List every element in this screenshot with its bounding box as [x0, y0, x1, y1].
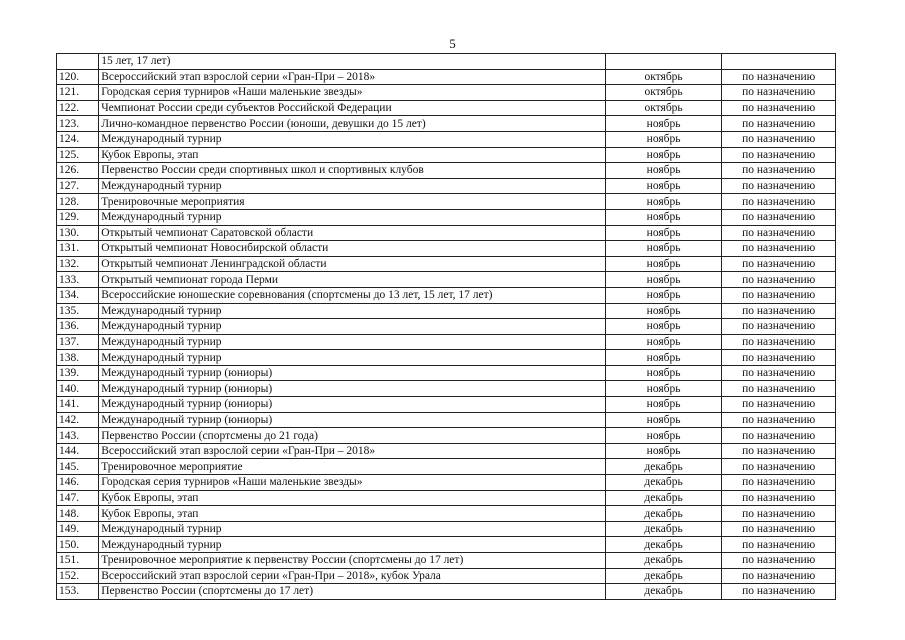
table-row: [57, 475, 836, 491]
row-number-cell: 132.: [57, 256, 99, 272]
row-number-cell: 136.: [57, 319, 99, 335]
event-month-cell: [605, 54, 722, 70]
event-note-cell: [722, 54, 836, 70]
event-note-cell: по назначению: [722, 85, 836, 101]
events-table-body: [57, 54, 836, 600]
table-row: [57, 241, 836, 257]
event-month-cell: декабрь: [605, 506, 722, 522]
row-number-cell: 124.: [57, 131, 99, 147]
event-month-cell: ноябрь: [605, 412, 722, 428]
row-number-cell: 148.: [57, 506, 99, 522]
table-row: [57, 350, 836, 366]
event-note-cell: по назначению: [722, 225, 836, 241]
event-month-cell: ноябрь: [605, 397, 722, 413]
row-number-cell: 145.: [57, 459, 99, 475]
row-number-cell: 135.: [57, 303, 99, 319]
row-number-cell: 140.: [57, 381, 99, 397]
event-name-cell: Первенство России (спортсмены до 17 лет): [99, 584, 606, 600]
event-month-cell: октябрь: [605, 69, 722, 85]
table-row: [57, 428, 836, 444]
event-note-cell: по назначению: [722, 381, 836, 397]
event-note-cell: по назначению: [722, 256, 836, 272]
table-row-continuation: [57, 54, 836, 70]
table-row: [57, 459, 836, 475]
event-month-cell: декабрь: [605, 490, 722, 506]
table-row: [57, 365, 836, 381]
event-month-cell: ноябрь: [605, 209, 722, 225]
row-number-cell: 126.: [57, 163, 99, 179]
event-note-cell: по назначению: [722, 303, 836, 319]
table-row: [57, 163, 836, 179]
event-month-cell: декабрь: [605, 459, 722, 475]
event-note-cell: по назначению: [722, 412, 836, 428]
row-number-cell: 121.: [57, 85, 99, 101]
event-month-cell: ноябрь: [605, 428, 722, 444]
event-note-cell: по назначению: [722, 553, 836, 569]
row-number-cell: 138.: [57, 350, 99, 366]
event-name-cell: Всероссийский этап взрослой серии «Гран-При – 2018»: [99, 69, 606, 85]
event-name-cell: Открытый чемпионат Ленинградской области: [99, 256, 606, 272]
event-note-cell: по назначению: [722, 568, 836, 584]
event-month-cell: декабрь: [605, 521, 722, 537]
event-month-cell: ноябрь: [605, 256, 722, 272]
event-name-cell: Международный турнир: [99, 209, 606, 225]
table-row: [57, 303, 836, 319]
table-row: [57, 287, 836, 303]
event-note-cell: по назначению: [722, 537, 836, 553]
event-month-cell: декабрь: [605, 537, 722, 553]
table-row: [57, 412, 836, 428]
table-row: [57, 194, 836, 210]
event-month-cell: ноябрь: [605, 272, 722, 288]
row-number-cell: 131.: [57, 241, 99, 257]
row-number-cell: 125.: [57, 147, 99, 163]
event-name-cell: Международный турнир (юниоры): [99, 365, 606, 381]
event-name-cell: Международный турнир: [99, 319, 606, 335]
page-number: 5: [449, 36, 456, 51]
table-row: [57, 131, 836, 147]
event-name-cell: Кубок Европы, этап: [99, 490, 606, 506]
event-note-cell: по назначению: [722, 334, 836, 350]
row-number-cell: 133.: [57, 272, 99, 288]
event-name-cell: Международный турнир: [99, 334, 606, 350]
table-row: [57, 116, 836, 132]
row-number-cell: 151.: [57, 553, 99, 569]
row-number-cell: 130.: [57, 225, 99, 241]
event-name-cell: Международный турнир (юниоры): [99, 412, 606, 428]
event-name-cell: Международный турнир: [99, 303, 606, 319]
event-month-cell: декабрь: [605, 568, 722, 584]
event-name-cell: Всероссийский этап взрослой серии «Гран-При – 2018», кубок Урала: [99, 568, 606, 584]
event-note-cell: по назначению: [722, 350, 836, 366]
row-number-cell: 152.: [57, 568, 99, 584]
event-note-cell: по назначению: [722, 365, 836, 381]
row-number-cell: 149.: [57, 521, 99, 537]
event-note-cell: по назначению: [722, 319, 836, 335]
event-note-cell: по назначению: [722, 397, 836, 413]
table-row: [57, 490, 836, 506]
row-number-cell: 137.: [57, 334, 99, 350]
event-note-cell: по назначению: [722, 209, 836, 225]
row-number-cell: 142.: [57, 412, 99, 428]
event-note-cell: по назначению: [722, 241, 836, 257]
event-note-cell: по назначению: [722, 521, 836, 537]
event-name-cell: Тренировочное мероприятие к первенству России (спортсмены до 17 лет): [99, 553, 606, 569]
event-name-cell: Кубок Европы, этап: [99, 147, 606, 163]
table-row: [57, 225, 836, 241]
event-name-cell: Открытый чемпионат города Перми: [99, 272, 606, 288]
event-name-cell: Лично-командное первенство России (юноши, девушки до 15 лет): [99, 116, 606, 132]
event-month-cell: ноябрь: [605, 443, 722, 459]
row-number-cell: 120.: [57, 69, 99, 85]
events-table: [56, 53, 836, 600]
event-note-cell: по назначению: [722, 69, 836, 85]
row-number-cell: 146.: [57, 475, 99, 491]
event-note-cell: по назначению: [722, 100, 836, 116]
table-row: [57, 334, 836, 350]
row-number-cell: [57, 54, 99, 70]
row-number-cell: 150.: [57, 537, 99, 553]
row-number-cell: 123.: [57, 116, 99, 132]
event-name-cell: Тренировочное мероприятие: [99, 459, 606, 475]
event-note-cell: по назначению: [722, 506, 836, 522]
event-month-cell: ноябрь: [605, 241, 722, 257]
event-note-cell: по назначению: [722, 147, 836, 163]
event-name-cell: Международный турнир: [99, 521, 606, 537]
event-name-cell: Всероссийские юношеские соревнования (спортсмены до 13 лет, 15 лет, 17 лет): [99, 287, 606, 303]
event-name-cell: Международный турнир: [99, 178, 606, 194]
event-note-cell: по назначению: [722, 178, 836, 194]
table-row: [57, 584, 836, 600]
event-name-cell: Международный турнир (юниоры): [99, 397, 606, 413]
event-name-cell: Всероссийский этап взрослой серии «Гран-При – 2018»: [99, 443, 606, 459]
event-note-cell: по назначению: [722, 459, 836, 475]
row-number-cell: 143.: [57, 428, 99, 444]
event-name-cell: Международный турнир: [99, 537, 606, 553]
event-name-cell: Кубок Европы, этап: [99, 506, 606, 522]
event-month-cell: ноябрь: [605, 350, 722, 366]
event-month-cell: ноябрь: [605, 131, 722, 147]
table-row: [57, 209, 836, 225]
event-month-cell: октябрь: [605, 85, 722, 101]
row-number-cell: 127.: [57, 178, 99, 194]
event-name-cell: Тренировочные мероприятия: [99, 194, 606, 210]
event-month-cell: ноябрь: [605, 381, 722, 397]
event-note-cell: по назначению: [722, 163, 836, 179]
event-month-cell: ноябрь: [605, 194, 722, 210]
row-number-cell: 147.: [57, 490, 99, 506]
event-name-cell: Городская серия турниров «Наши маленькие звезды»: [99, 475, 606, 491]
table-row: [57, 85, 836, 101]
event-name-cell: Городская серия турниров «Наши маленькие звезды»: [99, 85, 606, 101]
event-month-cell: ноябрь: [605, 147, 722, 163]
table-row: [57, 319, 836, 335]
event-month-cell: декабрь: [605, 584, 722, 600]
event-month-cell: ноябрь: [605, 225, 722, 241]
event-month-cell: декабрь: [605, 475, 722, 491]
row-number-cell: 122.: [57, 100, 99, 116]
event-name-cell: Первенство России (спортсмены до 21 года): [99, 428, 606, 444]
event-name-cell: Международный турнир (юниоры): [99, 381, 606, 397]
event-note-cell: по назначению: [722, 443, 836, 459]
event-note-cell: по назначению: [722, 428, 836, 444]
event-name-cell: Первенство России среди спортивных школ и спортивных клубов: [99, 163, 606, 179]
event-note-cell: по назначению: [722, 287, 836, 303]
event-name-cell: Открытый чемпионат Новосибирской области: [99, 241, 606, 257]
event-month-cell: ноябрь: [605, 163, 722, 179]
event-month-cell: ноябрь: [605, 178, 722, 194]
table-row: [57, 553, 836, 569]
table-row: [57, 256, 836, 272]
table-row: [57, 178, 836, 194]
row-number-cell: 128.: [57, 194, 99, 210]
event-name-cell: Чемпионат России среди субъектов Российской Федерации: [99, 100, 606, 116]
row-number-cell: 134.: [57, 287, 99, 303]
table-row: [57, 568, 836, 584]
table-row: [57, 100, 836, 116]
event-note-cell: по назначению: [722, 490, 836, 506]
row-number-cell: 141.: [57, 397, 99, 413]
row-number-cell: 153.: [57, 584, 99, 600]
table-row: [57, 521, 836, 537]
table-row: [57, 397, 836, 413]
event-month-cell: ноябрь: [605, 319, 722, 335]
event-note-cell: по назначению: [722, 584, 836, 600]
event-month-cell: ноябрь: [605, 116, 722, 132]
event-note-cell: по назначению: [722, 116, 836, 132]
event-month-cell: ноябрь: [605, 365, 722, 381]
event-note-cell: по назначению: [722, 131, 836, 147]
row-number-cell: 129.: [57, 209, 99, 225]
event-name-cell: Открытый чемпионат Саратовской области: [99, 225, 606, 241]
table-row: [57, 69, 836, 85]
event-month-cell: ноябрь: [605, 287, 722, 303]
event-note-cell: по назначению: [722, 194, 836, 210]
table-row: [57, 272, 836, 288]
table-row: [57, 381, 836, 397]
table-row: [57, 147, 836, 163]
table-row: [57, 506, 836, 522]
table-row: [57, 443, 836, 459]
row-number-cell: 144.: [57, 443, 99, 459]
event-name-cell: 15 лет, 17 лет): [99, 54, 606, 70]
event-note-cell: по назначению: [722, 475, 836, 491]
row-number-cell: 139.: [57, 365, 99, 381]
event-note-cell: по назначению: [722, 272, 836, 288]
table-row: [57, 537, 836, 553]
event-month-cell: декабрь: [605, 553, 722, 569]
event-name-cell: Международный турнир: [99, 350, 606, 366]
event-name-cell: Международный турнир: [99, 131, 606, 147]
event-month-cell: ноябрь: [605, 303, 722, 319]
event-month-cell: октябрь: [605, 100, 722, 116]
event-month-cell: ноябрь: [605, 334, 722, 350]
